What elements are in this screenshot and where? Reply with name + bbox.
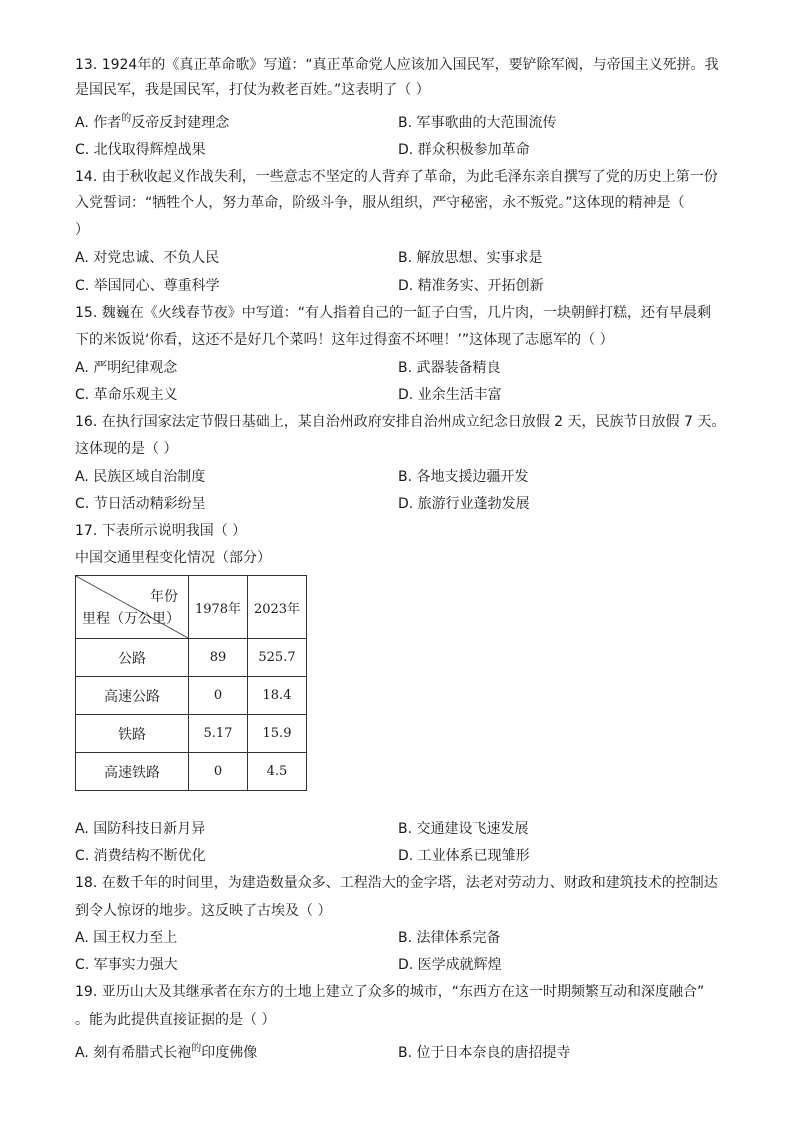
q17-option-d[interactable]: D. 工业体系已现雏形 xyxy=(398,848,530,864)
cell-1978: 5.17 xyxy=(189,715,248,753)
q14-stem-line3: ） xyxy=(75,222,89,238)
row-label: 高速铁路 xyxy=(76,753,189,791)
cell-2023: 18.4 xyxy=(248,677,307,715)
q18-option-a[interactable]: A. 国王权力至上 xyxy=(75,930,178,946)
q16-option-a[interactable]: A. 民族区域自治制度 xyxy=(75,469,206,485)
q13-option-c[interactable]: C. 北伐取得辉煌战果 xyxy=(75,142,206,158)
q18-stem-line2: 到令人惊讶的地步。这反映了古埃及（ ） xyxy=(75,903,332,919)
q13-option-a[interactable] xyxy=(75,113,229,135)
q19-option-a-sup: 的 xyxy=(191,1043,202,1054)
cell-2023: 4.5 xyxy=(248,753,307,791)
q19-option-b[interactable]: B. 位于日本奈良的唐招提寺 xyxy=(398,1045,571,1061)
traffic-mileage-table xyxy=(75,575,307,791)
row-label: 高速公路 xyxy=(76,677,189,715)
q14-option-c[interactable]: C. 举国同心、尊重科学 xyxy=(75,278,220,294)
row-label: 铁路 xyxy=(76,715,189,753)
table-caption: 中国交通里程变化情况（部分） xyxy=(75,550,271,566)
table-header-row xyxy=(76,576,307,639)
q14-option-b[interactable]: B. 解放思想、实事求是 xyxy=(398,250,543,266)
q15-option-d[interactable]: D. 业余生活丰富 xyxy=(398,387,502,403)
q14-option-d[interactable]: D. 精准务实、开拓创新 xyxy=(398,278,544,294)
q18-option-b[interactable]: B. 法律体系完备 xyxy=(398,930,501,946)
q17-option-a[interactable]: A. 国防科技日新月异 xyxy=(75,821,206,837)
q17-option-b[interactable]: B. 交通建设飞速发展 xyxy=(398,821,529,837)
q19-option-a[interactable] xyxy=(75,1043,257,1065)
q15-option-c[interactable]: C. 革命乐观主义 xyxy=(75,387,178,403)
header-year-label: 年份 xyxy=(150,589,178,605)
table-row xyxy=(76,677,307,715)
q16-stem-line1: 16. 在执行国家法定节假日基础上，某自治州政府安排自治州成立纪念日放假 2 天，民族节日放假 7 天。 xyxy=(75,414,726,430)
q15-stem-line2: 下的米饭说‘你看，这还不是好几个菜吗！这年过得蛮不坏哩！’”这体现了志愿军的（ ） xyxy=(75,332,614,348)
q18-option-d[interactable]: D. 医学成就辉煌 xyxy=(398,957,502,973)
q13-option-d[interactable]: D. 群众积极参加革命 xyxy=(398,142,530,158)
q14-stem-line2: 入党誓词：“牺牲个人，努力革命，阶级斗争，服从组织，严守秘密，永不叛党。”这体现的精神是（ xyxy=(75,195,685,211)
cell-2023: 525.7 xyxy=(248,639,307,677)
cell-1978: 89 xyxy=(189,639,248,677)
q16-stem-line2: 这体现的是（ ） xyxy=(75,441,178,457)
q17-option-c[interactable]: C. 消费结构不断优化 xyxy=(75,848,206,864)
q19-stem-line2: 。能为此提供直接证据的是（ ） xyxy=(75,1012,276,1028)
q16-option-c[interactable]: C. 节日活动精彩纷呈 xyxy=(75,496,206,512)
table-corner-header xyxy=(76,576,189,639)
q19-option-a-post: 印度佛像 xyxy=(201,1045,258,1061)
q13-stem-line1: 13. 1924年的《真正革命歌》写道：“真正革命党人应该加入国民军，要铲除军阀，与帝国主义死拼。我 xyxy=(75,57,719,73)
cell-2023: 15.9 xyxy=(248,715,307,753)
row-label: 公路 xyxy=(76,639,189,677)
q16-option-b[interactable]: B. 各地支援边疆开发 xyxy=(398,469,529,485)
q13-option-a-sup: 的 xyxy=(121,113,132,124)
q14-option-a[interactable]: A. 对党忠诚、不负人民 xyxy=(75,250,220,266)
q15-option-a[interactable]: A. 严明纪律观念 xyxy=(75,360,178,376)
header-mileage-label: 里程（万公里） xyxy=(82,611,180,627)
q15-option-b[interactable]: B. 武器装备精良 xyxy=(398,360,501,376)
cell-1978: 0 xyxy=(189,753,248,791)
table-row xyxy=(76,753,307,791)
column-header-1978: 1978年 xyxy=(189,576,248,639)
cell-1978: 0 xyxy=(189,677,248,715)
q13-option-a-post: 反帝反封建理念 xyxy=(131,115,230,131)
q18-option-c[interactable]: C. 军事实力强大 xyxy=(75,957,178,973)
q17-stem-line1: 17. 下表所示说明我国（ ） xyxy=(75,523,247,539)
q13-stem-line2: 是国民军，我是国民军，打仗为救老百姓。”这表明了（ ） xyxy=(75,82,430,98)
q19-stem-line1: 19. 亚历山大及其继承者在东方的土地上建立了众多的城市，“东西方在这一时期频繁互动和深度融合” xyxy=(75,984,705,1000)
q13-option-a-pre: A. 作者 xyxy=(75,115,122,131)
column-header-2023: 2023年 xyxy=(248,576,307,639)
q19-option-a-pre: A. 刻有希腊式长袍 xyxy=(75,1045,192,1061)
q14-stem-line1: 14. 由于秋收起义作战失利，一些意志不坚定的人背弃了革命，为此毛泽东亲自撰写了党的历史上第一份 xyxy=(75,169,718,185)
q16-option-d[interactable]: D. 旅游行业蓬勃发展 xyxy=(398,496,530,512)
table-row xyxy=(76,639,307,677)
q13-option-b[interactable]: B. 军事歌曲的大范围流传 xyxy=(398,115,557,131)
q18-stem-line1: 18. 在数千年的时间里，为建造数量众多、工程浩大的金字塔，法老对劳动力、财政和建筑技术的控制达 xyxy=(75,875,718,891)
q15-stem-line1: 15. 魏巍在《火线春节夜》中写道：“有人指着自己的一缸子白雪，几片肉，一块朝鲜打糕，还有早晨剩 xyxy=(75,305,711,321)
table-row xyxy=(76,715,307,753)
